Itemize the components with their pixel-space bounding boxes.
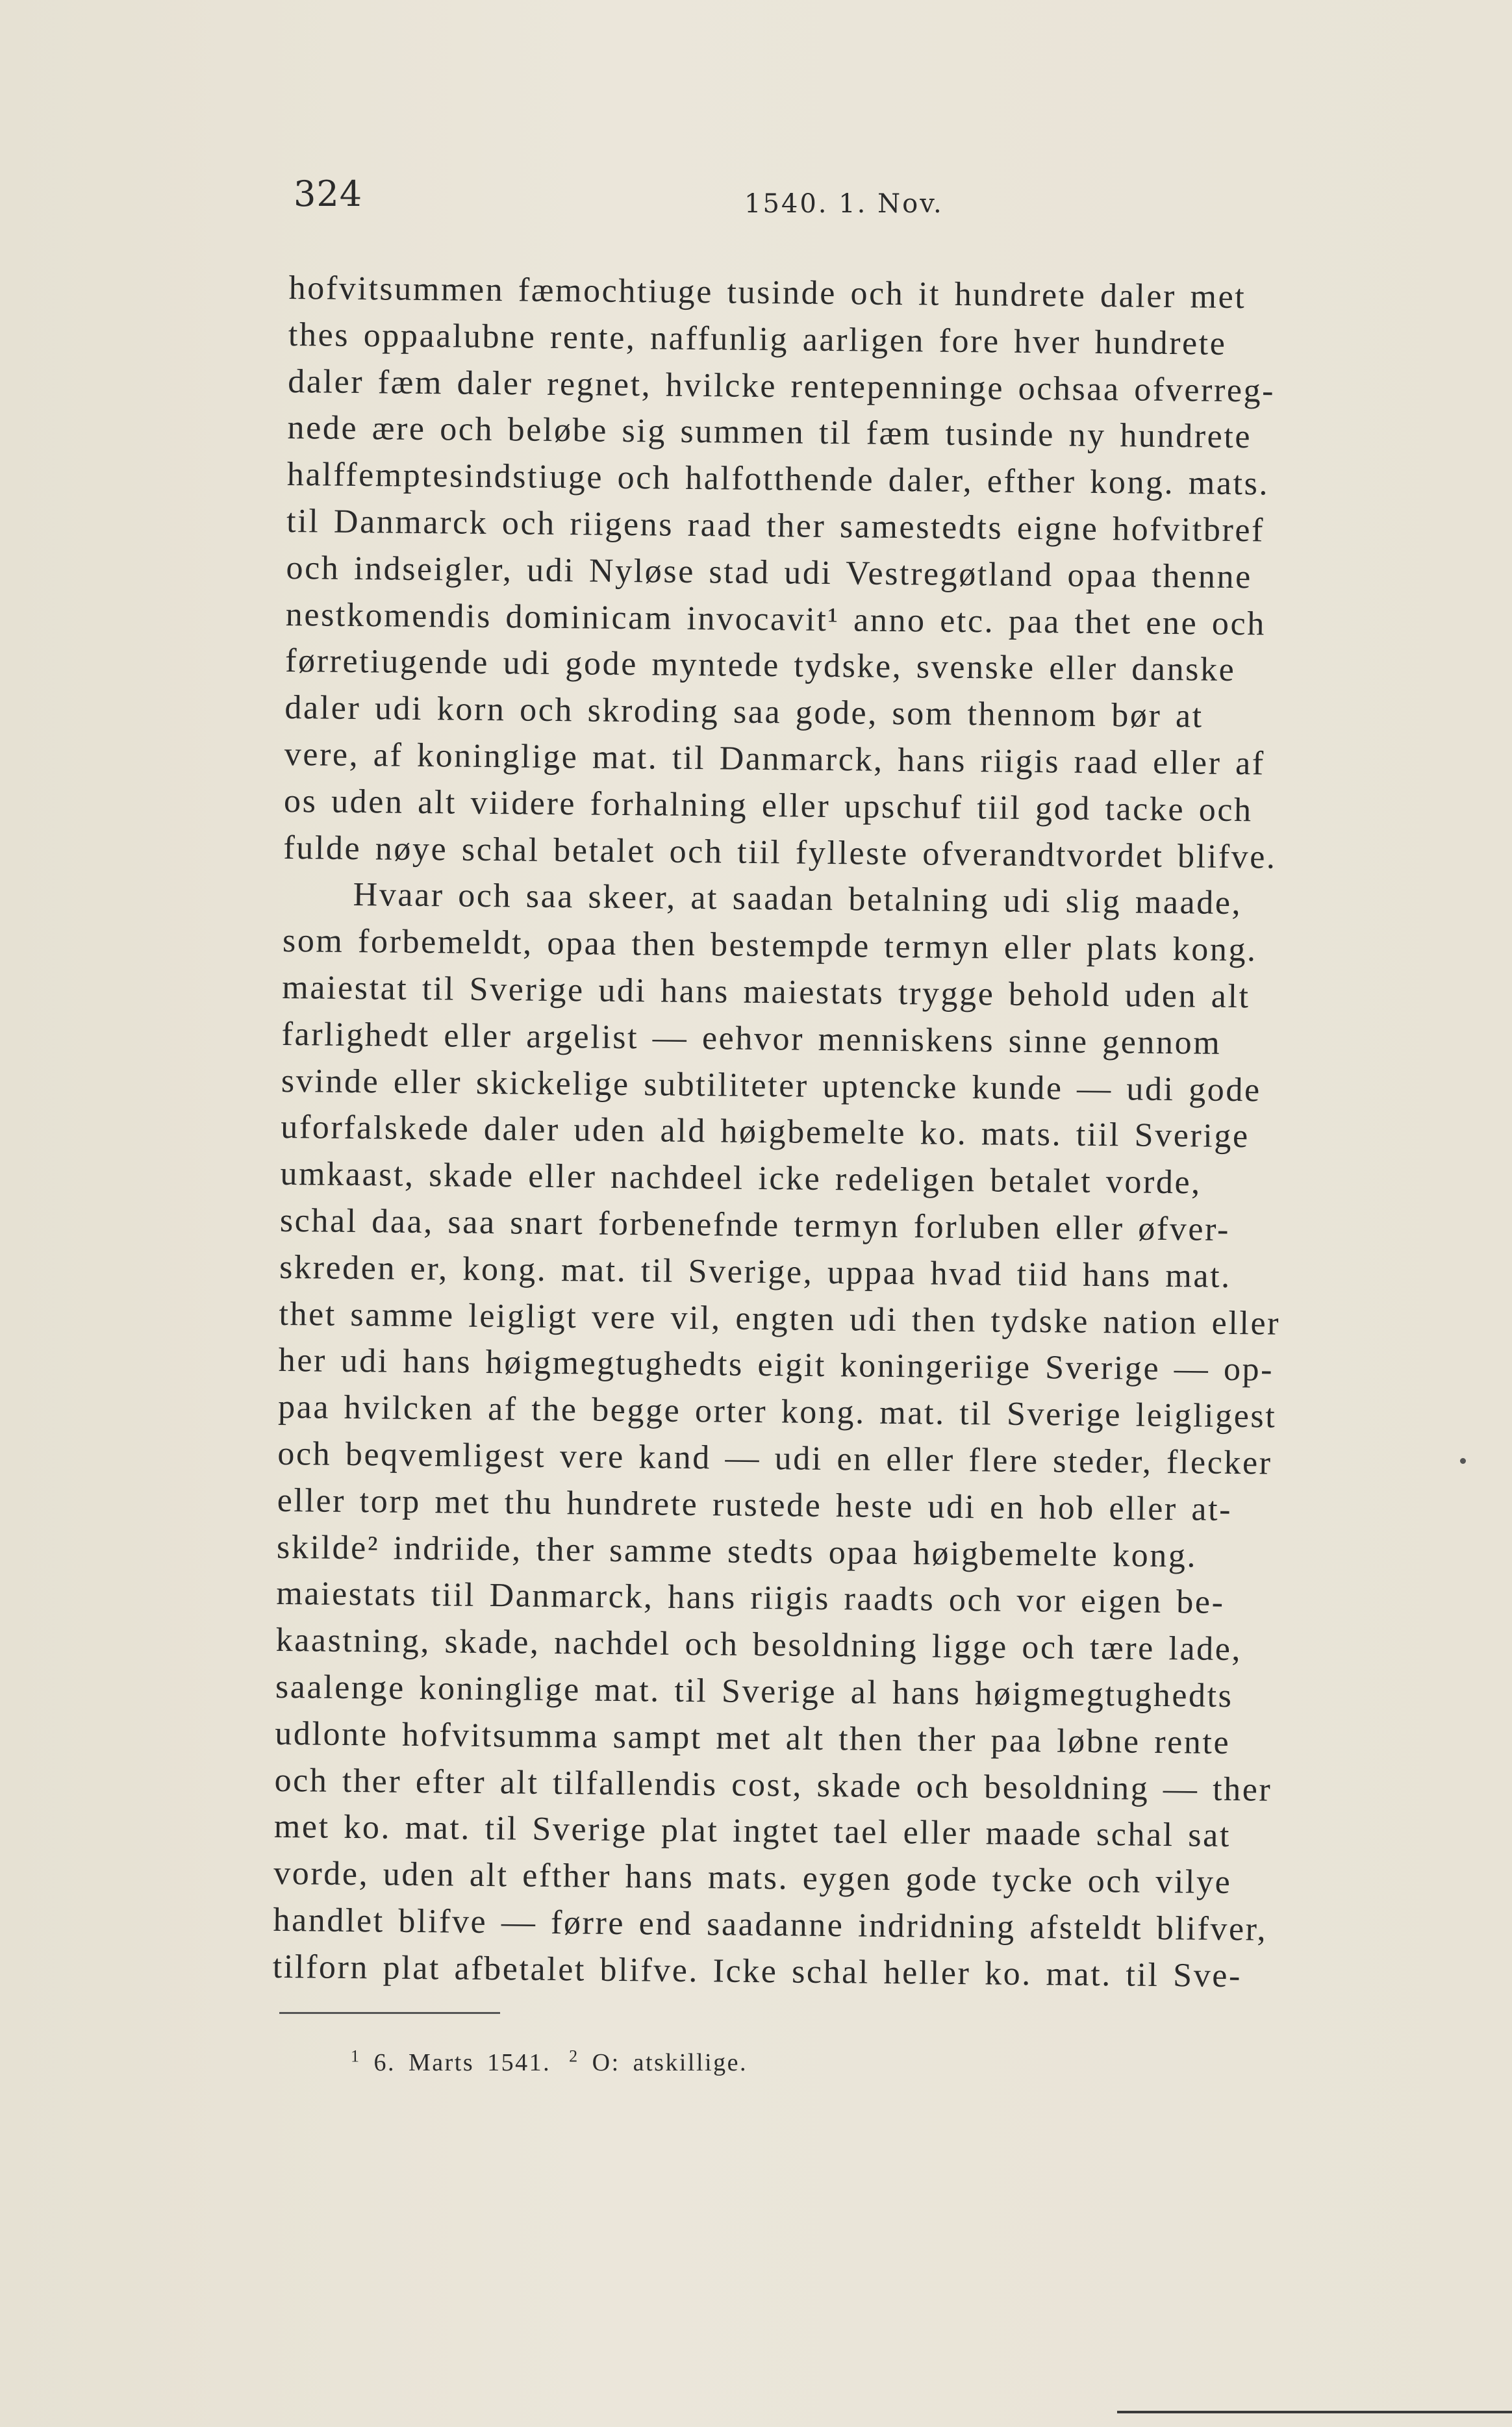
footnote-1 <box>351 2046 551 2076</box>
footnote-2-marker: 2 <box>569 2046 579 2065</box>
running-head: 1540. 1. Nov. <box>744 189 944 219</box>
footnote-1-marker: 1 <box>351 2046 361 2065</box>
margin-speck <box>1460 1458 1466 1464</box>
footnote-1-text: 6. Marts 1541. <box>373 2048 551 2076</box>
page-edge-line <box>1117 2411 1512 2413</box>
body-text <box>272 265 1380 2000</box>
footnote-divider <box>279 2012 500 2014</box>
footnote-2-text: O: atskillige. <box>592 2048 748 2076</box>
page-number: 324 <box>294 173 363 214</box>
footnote-2 <box>569 2046 748 2076</box>
paragraph-2: Hvaar och saa skeer, at saadan betalning udi slig maade, som forbemeldt, opaa then bestempde termyn eller plats kong. maiestat til Sverige udi hans maiestats trygge behold uden alt farlighedt eller argelist — eehvor menniskens sinne gennom svinde eller skickelige subtiliteter uptencke kunde — udi gode uforfalskede daler uden ald høigbemelte ko. mats. tiil Sverige umkaast, skade eller nachdeel icke redeligen betalet vorde, schal daa, saa snart forbenefnde termyn forluben eller øfver- skreden er, kong. mat. til Sverige, uppaa hvad tiid hans mat. thet samme leigligt vere vil, engten udi then tydske nation eller her udi hans høigmegtughedts eigit koningeriige Sverige — op- paa hvilcken af the begge orter kong. mat. til Sverige leigligest och beqvemligest vere kand — udi en eller flere steder, flecker eller torp met thu hundrete rustede heste udi en hob eller at- skilde² indriide, ther samme stedts opaa høigbemelte kong. maiestats tiil Danmarck, hans riigis raadts och vor eigen be- kaastning, skade, nachdel och besoldning ligge och tære lade, saalenge koninglige mat. til Sverige al hans høigmegtughedts udlonte hofvitsumma sampt met alt then ther paa løbne rente och ther efter alt tilfallendis cost, skade och besoldning — ther met ko. mat. til Sverige plat ingtet tael eller maade schal sat vorde, uden alt efther hans mats. eygen gode tycke och vilye handlet blifve — førre end saadanne indridning afsteldt blifver, tilforn plat afbetalet blifve. Icke schal heller ko. mat. til Sve- <box>272 876 1281 1994</box>
footnotes <box>351 2046 748 2078</box>
paragraph-1: hofvitsummen fæmochtiuge tusinde och it hundrete daler met thes oppaalubne rente, naffunlig aarligen fore hver hundrete daler fæm daler regnet, hvilcke rentepenninge ochsaa ofverreg- nede ære och beløbe sig summen til fæm tusinde ny hundrete halffemptesindstiuge och halfotthende daler, efther kong. mats. til Danmarck och riigens raad ther samestedts eigne hofvitbref och indseigler, udi Nyløse stad udi Vestregøtland opaa thenne nestkomendis dominicam invocavit¹ anno etc. paa thet ene och førretiugende udi gode myntede tydske, svenske eller danske daler udi korn och skroding saa gode, som thennom bør at vere, af koninglige mat. til Danmarck, hans riigis raad eller af os uden alt viidere forhalning eller upschuf tiil god tacke och fulde nøye schal betalet och tiil fylleste ofverandtvordet blifve. <box>283 269 1277 876</box>
